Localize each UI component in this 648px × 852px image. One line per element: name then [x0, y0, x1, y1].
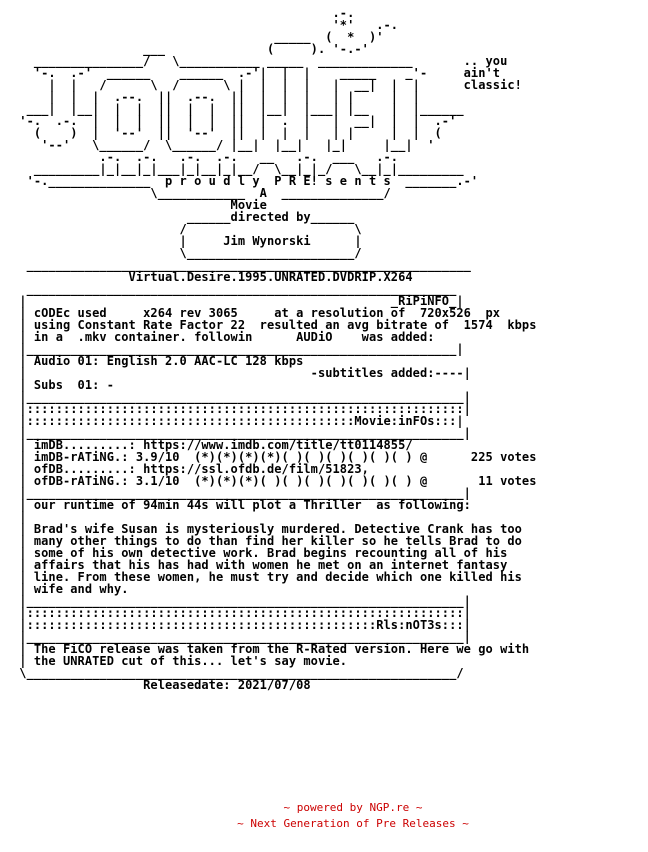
nfo-line: ______directed by______	[12, 210, 355, 224]
nfo-line: | imDB.........: https://www.imdb.com/title/tt0114855/	[12, 438, 413, 452]
nfo-line: | _RiPiNFO_|	[12, 294, 464, 308]
footer	[0, 800, 648, 832]
nfo-line: | our runtime of 94min 44s will plot a Thriller as following:	[12, 498, 471, 512]
nfo-line: |	[12, 510, 27, 524]
nfo-line: | using Constant Rate Factor 22 resulted an avg bitrate of 1574 kbps	[12, 318, 537, 332]
nfo-line: | | / \ / \ | | | | | __| | | classic!	[12, 78, 522, 92]
nfo-line: | Jim Wynorski |	[12, 234, 362, 248]
nfo-line: ( ) | '--' || '--' || | | | | | | | (	[12, 126, 442, 140]
nfo-line: |____________________________________________________________|	[12, 630, 471, 644]
nfo-line: .-. .-. .-. .-. __ .-. ___ .-.	[12, 150, 399, 164]
nfo-line: ___| |__| | | || | | || |__| |___| |__ | |______	[12, 102, 464, 116]
nfo-line: '-.______________ p r o u d l y P R E! s e n t s _______.-'	[12, 174, 479, 188]
nfo-line: | -subtitles added:----|	[12, 366, 471, 380]
nfo-line: | ofDB-rATiNG.: 3.1/10 (*)(*)(*)( )( )( )( )( )( )( ) @ 11 votes	[12, 474, 537, 488]
nfo-line: | affairs that his has had with women he met on an internet fantasy	[12, 558, 508, 572]
nfo-line: | some of his own detective work. Brad begins recounting all of his	[12, 546, 508, 560]
nfo-line: |____________________________________________________________|	[12, 426, 471, 440]
nfo-line: | The FiCO release was taken from the R-Rated version. Here we go with	[12, 642, 530, 656]
nfo-line: \_______________________/	[12, 246, 362, 260]
nfo-text-block	[12, 7, 537, 691]
nfo-line: |____________________________________________________________|	[12, 486, 471, 500]
nfo-line: | Subs 01: -	[12, 378, 114, 392]
nfo-line: | Audio 01: English 2.0 AAC-LC 128 kbps	[12, 354, 304, 368]
footer-powered-by-link[interactable]: ~ powered by NGP.re ~	[283, 801, 423, 814]
nfo-line: '-. .-. | | | || | | || | . | | __| | | .-'	[12, 114, 457, 128]
nfo-line: Releasedate: 2021/07/08	[12, 678, 311, 692]
nfo-line: | in a .mkv container. followin AUDiO was added:	[12, 330, 435, 344]
nfo-line: .-.	[12, 6, 355, 20]
nfo-line: ___ ( ). '-.-'	[12, 42, 369, 56]
nfo-line: |::::::::::::::::::::::::::::::::::::::::::::::::::::::::::::|	[12, 402, 471, 416]
footer-tagline-link[interactable]: ~ Next Generation of Pre Releases ~	[237, 817, 469, 830]
nfo-line: '-. .-' ______ ______ .-'| | | _____ _'- ain't	[12, 66, 501, 80]
nfo-line: | ofDB.........: https://ssl.ofdb.de/film/51823,	[12, 462, 369, 476]
nfo-line: _____ ( * )'	[12, 30, 384, 44]
nfo-line: _______________/ \___________ _____ _____________ .. you	[12, 54, 508, 68]
nfo-line: '*' .-.	[12, 18, 399, 32]
nfo-line: / \	[12, 222, 362, 236]
nfo-line: | wife and why.	[12, 582, 129, 596]
nfo-line: | imDB-rATiNG.: 3.9/10 (*)(*)(*)(*)( )( )( )( )( )( ) @ 225 votes	[12, 450, 537, 464]
nfo-line: |___________________________________________________________|	[12, 342, 464, 356]
nfo-line: |____________________________________________________________|	[12, 390, 471, 404]
nfo-line: | many other things to do than find her killer so he tells Brad to do	[12, 534, 522, 548]
nfo-line: | the UNRATED cut of this... let's say movie.	[12, 654, 348, 668]
nfo-line: Movie	[12, 198, 267, 212]
nfo-line: |::::::::::::::::::::::::::::::::::::::::::::::::::::::::::::|	[12, 606, 471, 620]
nfo-line: _________|_|__|_|___|_|__|_|__/ \__|_|_/ \__|_|_________	[12, 162, 464, 176]
nfo-line: | | | .--. || .--. || | | | | | | |	[12, 90, 420, 104]
nfo-line: _____________________________________________________________	[12, 258, 471, 272]
nfo-line: '--' \______/ \______/ |__| |__| |_| |__| '	[12, 138, 435, 152]
nfo-line: \___________________________________________________________/	[12, 666, 464, 680]
nfo-line: | cODEc used x264 rev 3065 at a resolution of 720x526 px	[12, 306, 501, 320]
nfo-line: ___________________________________________________________	[12, 282, 457, 296]
nfo-line: | line. From these women, he must try and decide which one killed his	[12, 570, 522, 584]
nfo-line: \____________ A ______________/	[12, 186, 391, 200]
nfo-line: | Brad's wife Susan is mysteriously murdered. Detective Crank has too	[12, 522, 522, 536]
nfo-line: Virtual.Desire.1995.UNRATED.DVDRIP.X264	[12, 270, 413, 284]
nfo-line: |____________________________________________________________|	[12, 594, 471, 608]
nfo-line: |:::::::::::::::::::::::::::::::::::::::::::::Movie:inFOs:::|	[12, 414, 464, 428]
nfo-line: |::::::::::::::::::::::::::::::::::::::::::::::::Rls:nOT3s:::|	[12, 618, 471, 632]
